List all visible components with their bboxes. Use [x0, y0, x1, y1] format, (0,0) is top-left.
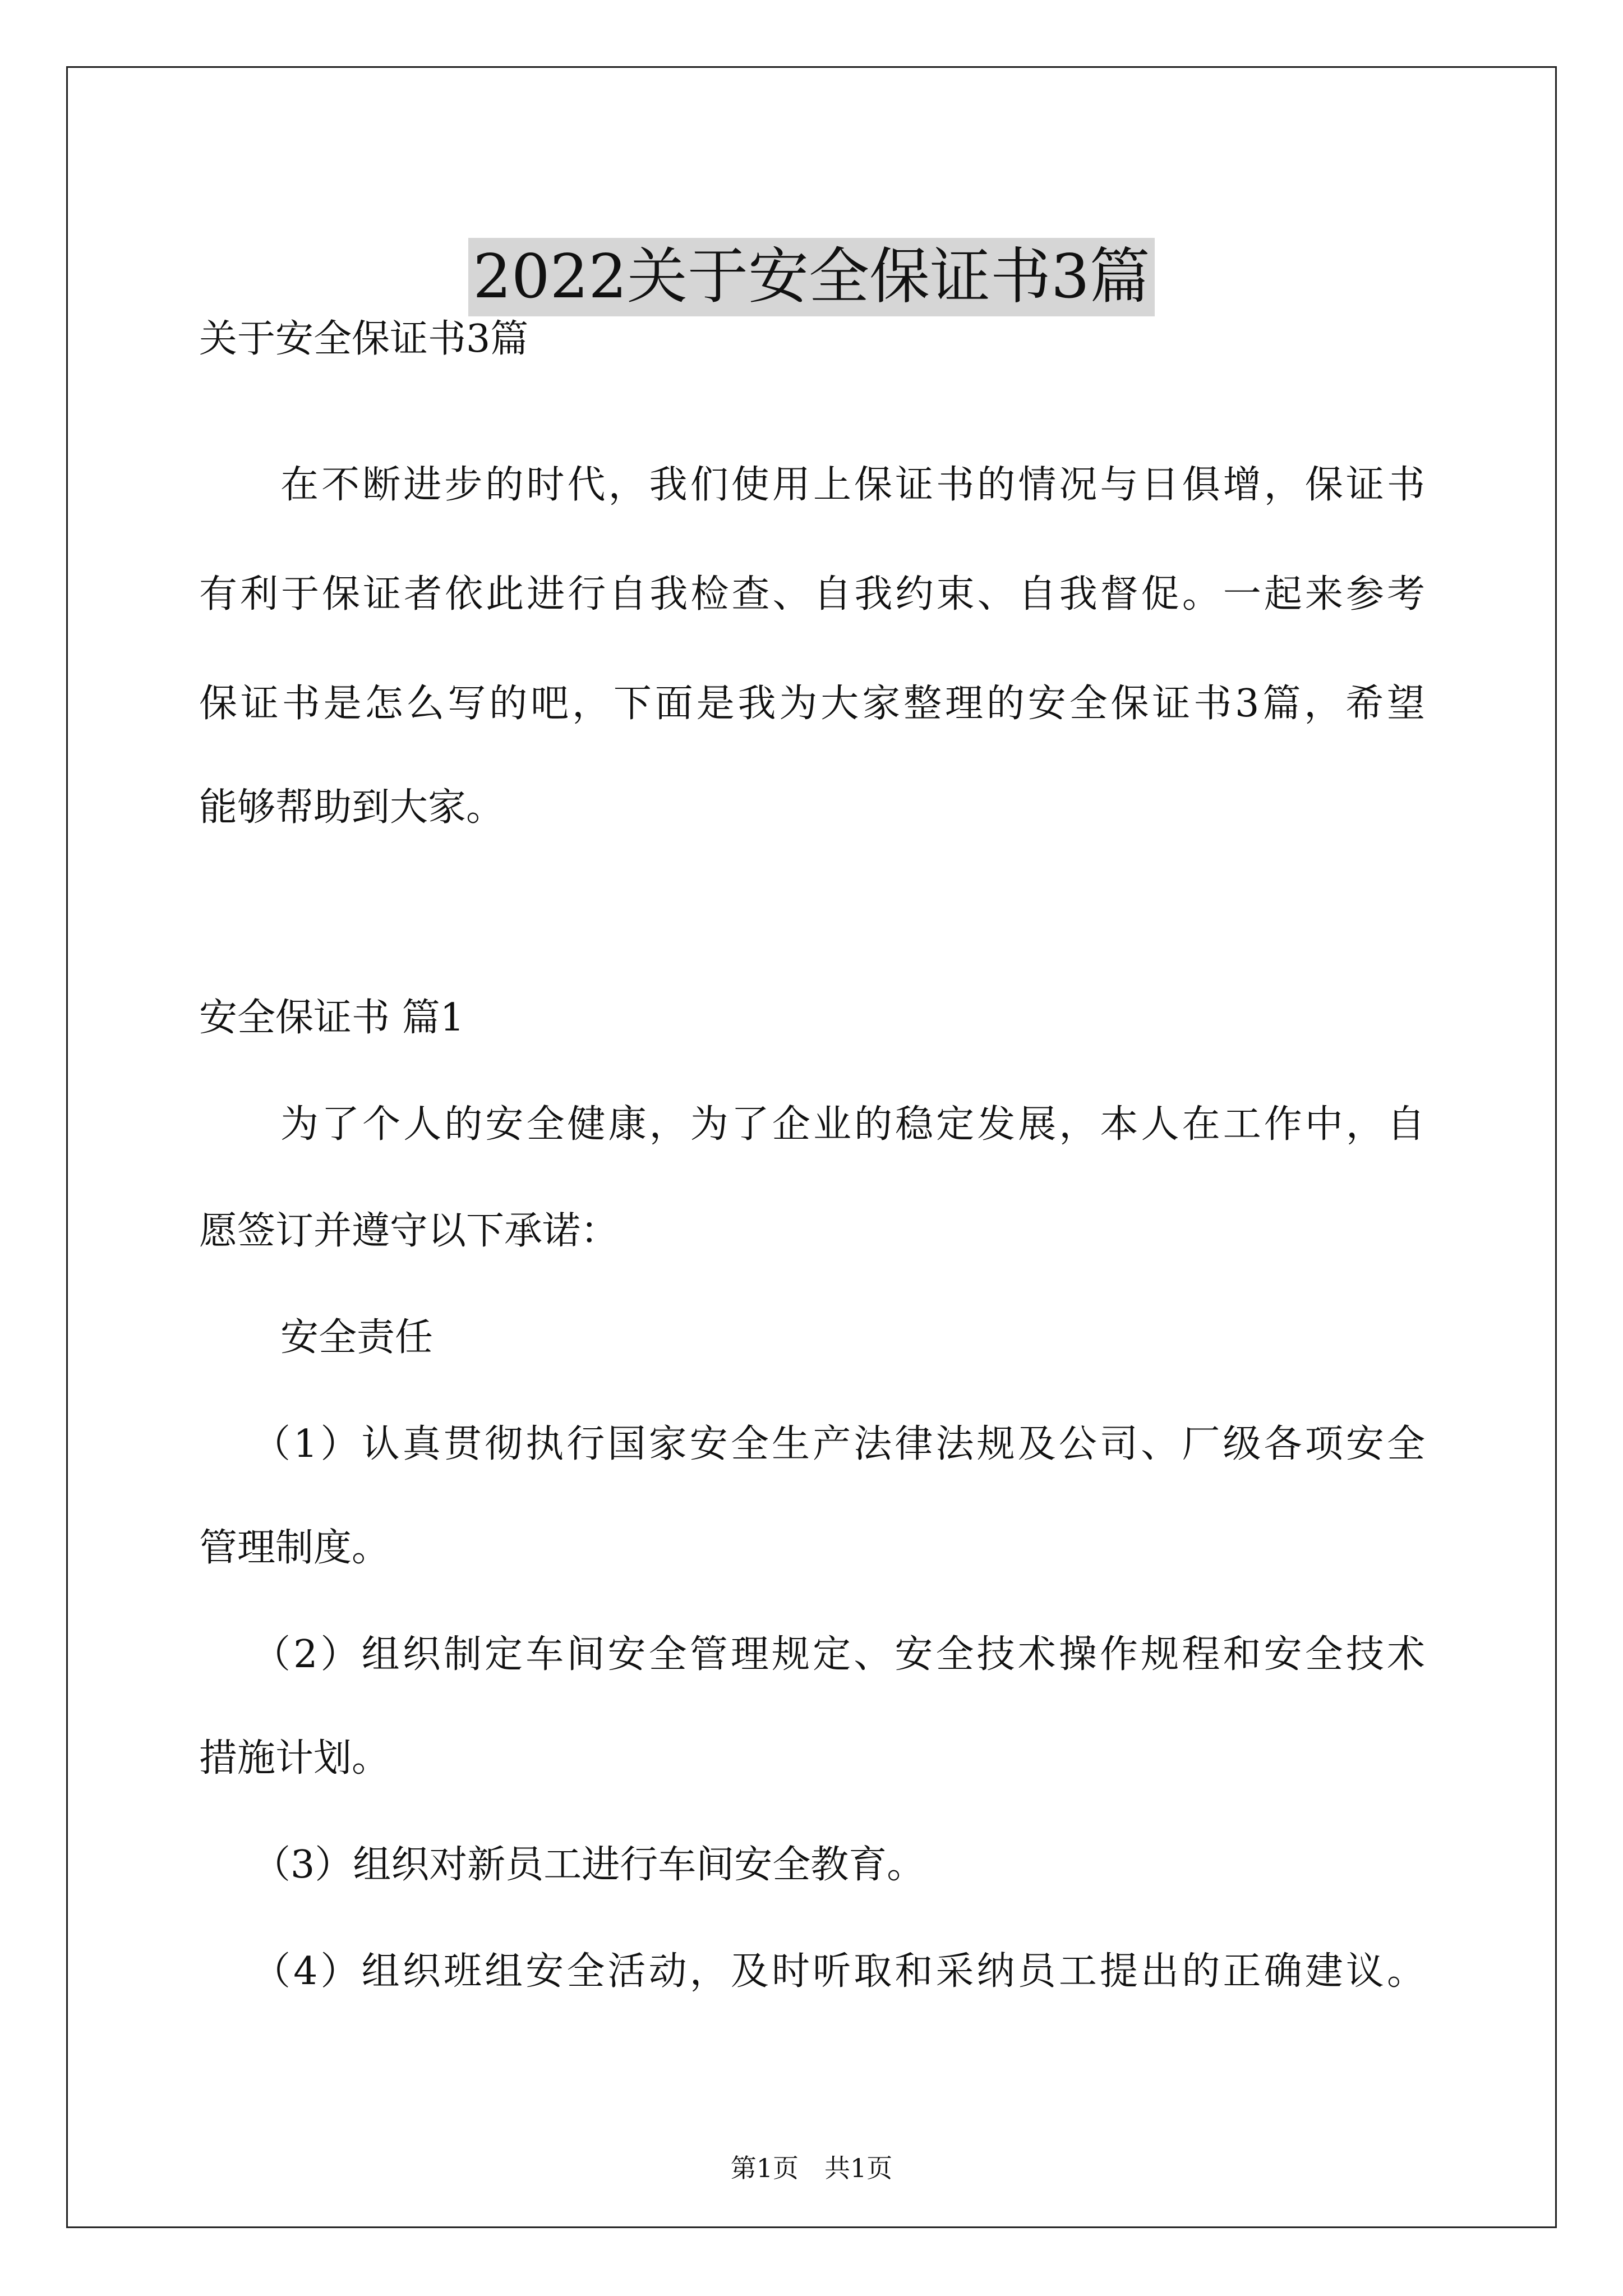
document-title: 2022关于安全保证书3篇: [468, 238, 1155, 316]
section-intro-line-2: 愿签订并遵守以下承诺：: [199, 1209, 619, 1253]
item-1-line-1: （1）认真贯彻执行国家安全生产法律法规及公司、厂级各项安全: [252, 1422, 1425, 1466]
item-1-line-2: 管理制度。: [199, 1526, 390, 1570]
intro-line-1: 在不断进步的时代，我们使用上保证书的情况与日俱增，保证书: [280, 463, 1425, 507]
item-2-line-2: 措施计划。: [199, 1736, 390, 1780]
intro-line-4: 能够帮助到大家。: [199, 785, 505, 830]
intro-line-2: 有利于保证者依此进行自我检查、自我约束、自我督促。一起来参考: [199, 572, 1425, 616]
page-footer: 第1页 共1页: [730, 2153, 893, 2183]
intro-line-3: 保证书是怎么写的吧，下面是我为大家整理的安全保证书3篇，希望: [199, 682, 1425, 726]
item-3: （3）组织对新员工进行车间安全教育。: [252, 1843, 925, 1887]
section-heading: 安全保证书 篇1: [199, 996, 464, 1040]
subtitle: 关于安全保证书3篇: [199, 317, 529, 361]
item-4: （4）组织班组安全活动，及时听取和采纳员工提出的正确建议。: [252, 1949, 1425, 1994]
item-2-line-1: （2）组织制定车间安全管理规定、安全技术操作规程和安全技术: [252, 1632, 1425, 1677]
section-intro-line-1: 为了个人的安全健康，为了企业的稳定发展，本人在工作中，自: [280, 1102, 1425, 1147]
responsibility-heading: 安全责任: [280, 1315, 434, 1360]
